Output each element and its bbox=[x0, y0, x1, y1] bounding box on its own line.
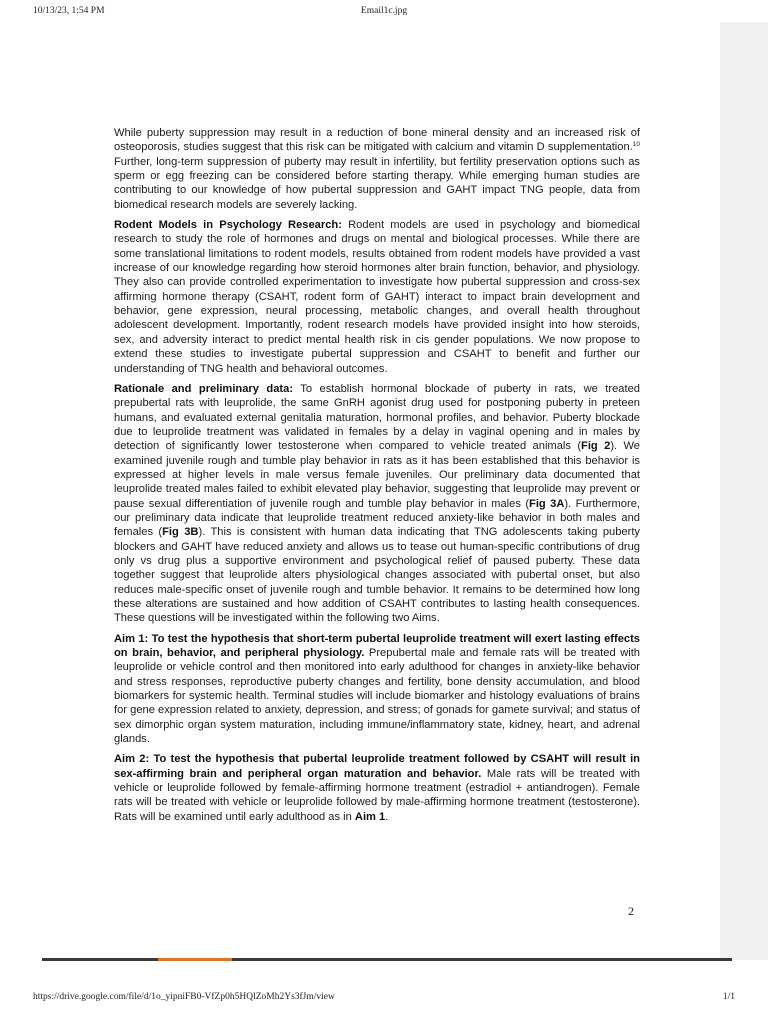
paragraph-text: Prepubertal male and female rats will be treated with leuprolide or vehicle control and then monitored into early adulthood for changes in anxiety-like behavior and stress responses, reproductive puberty changes and fertility, bone density accumulation, and blood biomarkers for systemic health. Terminal studies will include biomarker and histology evaluations of brains for gene expression related to anxiety, depression, and stress; of gonads for gamete survival; and status of sex dimorphic organ system maturation, including immune/inflammatory state, kidney, heart, and adrenal glands. bbox=[114, 647, 641, 746]
paragraph-text: ). Furthermore, our preliminary data indicate that leuprolide treatment reduced anxiety-like behavior in both males and females ( bbox=[114, 497, 640, 539]
figure-reference: Fig 3A bbox=[529, 497, 565, 510]
paragraph-text: Further, long-term suppression of puberty may result in infertility, but fertility preservation options such as sperm or egg freezing can be considered before starting therapy. While emerging human studies are contributing to our knowledge of how pubertal suppression and GAHT impact TNG people, data from biomedical research models are severely lacking. bbox=[114, 155, 640, 211]
page-side-margin bbox=[720, 22, 768, 960]
paragraph-text: Rodent models are used in psychology and biomedical research to study the role of hormones and drugs on mental and biological processes. While there are some translational limitations to rodent models, results obtained from rodent models have provided a vast increase of our knowledge regarding how steroid hormones alter brain function, behavior, and physiology. They also can provide controlled experimentation to investigate how pubertal suppression and cross-sex affirming hormone therapy (CSAHT, rodent form of GAHT) interact to impact brain development and behavior, gene expression, neural processing, metabolic changes, and overall health throughout adolescent development. Importantly, rodent research models have provided insight into how steroids, sex, and adversity interact to predict mental health risk in cis gender populations. We now propose to extend these studies to investigate pubertal suppression and CSAHT to benefit and further our understanding of TNG health and behavioral outcomes. bbox=[114, 219, 640, 375]
paragraph-bone-density bbox=[114, 126, 640, 212]
section-heading: Rationale and preliminary data: bbox=[114, 382, 294, 395]
print-header bbox=[0, 6, 768, 22]
aim-heading: Aim 2: To test the hypothesis that pubertal leuprolide treatment followed by CSAHT will result in sex-affirming brain and peripheral organ maturation and behavior. bbox=[114, 753, 640, 780]
print-filename: Email1c.jpg bbox=[360, 6, 408, 16]
paragraph-text: To establish hormonal blockade of puberty in rats, we treated prepubertal rats with leuprolide, the same GnRH agonist drug used for postponing puberty in preteen humans, and evaluated external genitalia maturation, hormonal profiles, and behavior. Puberty blockade due to leuprolide treatment was validated in females by a delay in vaginal opening and in males by detection of significantly lower testosterone when compared to vehicle treated animals ( bbox=[114, 382, 640, 453]
print-url: https://drive.google.com/file/d/1o_yipniFB0-VfZp0h5HQlZoMh2Ys3fJm/view bbox=[33, 992, 335, 1002]
print-datetime: 10/13/23, 1:54 PM bbox=[33, 6, 105, 16]
print-footer bbox=[0, 992, 768, 1008]
figure-reference: Fig 2 bbox=[581, 440, 611, 453]
citation-superscript: 10 bbox=[632, 141, 640, 149]
document-body bbox=[114, 126, 640, 830]
paragraph-rodent-models bbox=[114, 218, 640, 376]
aim-reference: Aim 1 bbox=[354, 810, 386, 823]
paragraph-text: While puberty suppression may result in a reduction of bone mineral density and an increased risk of osteoporosis, studies suggest that this risk can be mitigated with calcium and vitamin D supplementation. bbox=[114, 127, 640, 154]
print-page-count: 1/1 bbox=[722, 992, 735, 1002]
paragraph-text: Male rats will be treated with vehicle or leuprolide followed by female-affirming hormone treatment (estradiol + antiandrogen). Female rats will be treated with vehicle or leuprolide followed by male-affirming hormone treatment (testosterone). Rats will be examined until early adulthood as in bbox=[114, 767, 640, 823]
aim-heading: Aim 1: To test the hypothesis that short-term pubertal leuprolide treatment will exert lasting effects on brain, behavior, and peripheral physiology. bbox=[114, 632, 640, 660]
viewer-bottom-bar bbox=[42, 958, 732, 961]
paragraph-rationale bbox=[114, 382, 640, 626]
scroll-progress-indicator bbox=[158, 958, 232, 961]
paragraph-text: ). We examined juvenile rough and tumble play behavior in rats as it has been established that this behavior is expressed at higher levels in male versus female juveniles. Our preliminary data documented that leuprolide treated males failed to exhibit elevated play behavior, suggesting that leuprolide may prevent or pause sexual differentiation of juvenile rough and tumble play behavior in males ( bbox=[114, 440, 640, 510]
section-heading: Rodent Models in Psychology Research: bbox=[114, 219, 342, 232]
page-number: 2 bbox=[628, 904, 634, 918]
figure-reference: Fig 3B bbox=[162, 526, 199, 539]
paragraph-text: . bbox=[385, 810, 389, 823]
paragraph-text: ). This is consistent with human data indicating that TNG adolescents taking puberty blockers and GAHT have reduced anxiety and allows us to tease out human-specific contributions of drug only vs drug plus a supportive environment and psychological relief of paused puberty. These data together suggest that leuprolide alters physiological changes associated with pubertal onset, but also reduces male-specific onset of juvenile rough and tumble behavior. It remains to be determined how long these alterations are sustained and how addition of CSAHT contributes to lasting health consequences. These questions will be investigated within the following two Aims. bbox=[114, 526, 640, 625]
paragraph-aim-2 bbox=[114, 752, 640, 824]
paragraph-aim-1 bbox=[114, 632, 640, 747]
